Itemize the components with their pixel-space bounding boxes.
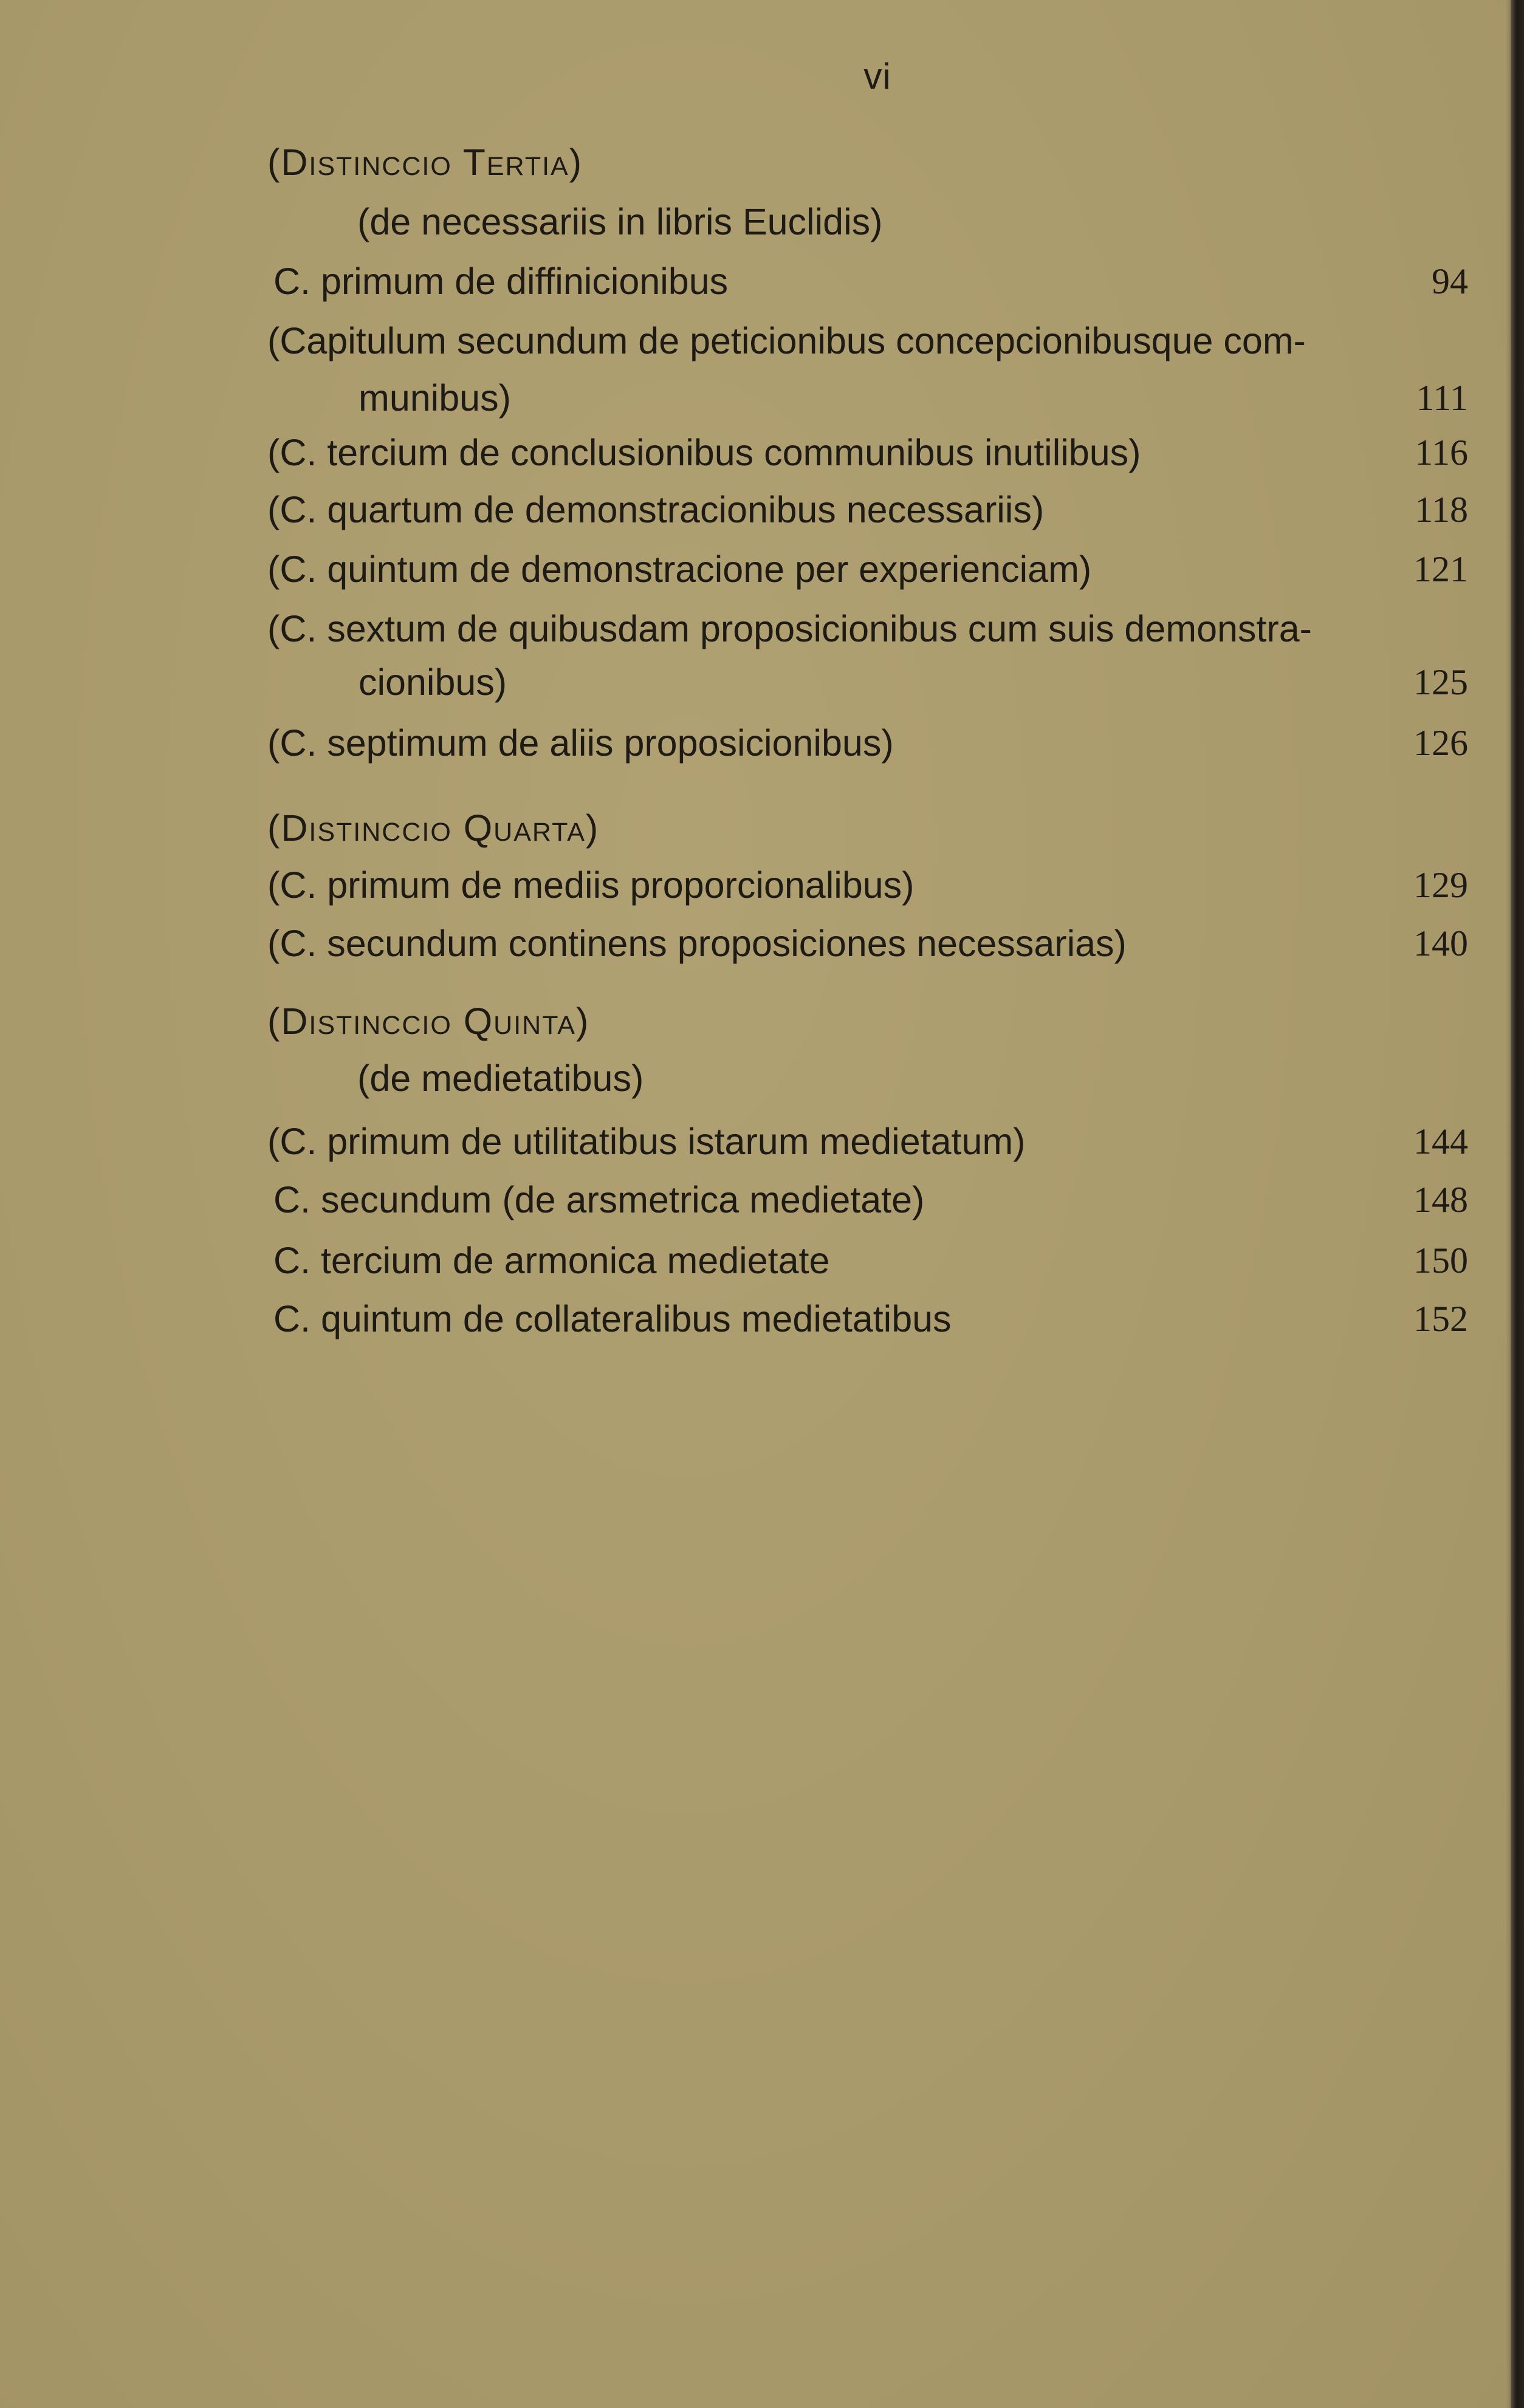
toc-section-heading — [0, 994, 1524, 1048]
toc-entry-page: 121 — [1413, 549, 1468, 589]
toc-entry — [0, 1291, 1524, 1346]
toc-entry-page: 116 — [1415, 433, 1468, 473]
toc-entry-text: (C. septimum de aliis proposicionibus) — [267, 722, 894, 764]
toc-entry-text: (Capitulum secundum de peticionibus concepcionibusque com- — [267, 320, 1306, 361]
toc-entry-text: (Distinccio Quinta) — [267, 1000, 590, 1042]
toc-entry-text: C. secundum (de arsmetrica medietate) — [273, 1179, 925, 1220]
toc-entry-text: (C. sextum de quibusdam proposicionibus cum suis demonstra- — [267, 608, 1312, 649]
toc-entry-page: 152 — [1413, 1299, 1468, 1339]
toc-entry-text: C. tercium de armonica medietate — [273, 1240, 830, 1281]
toc-entry-text: (de necessariis in libris Euclidis) — [357, 201, 883, 242]
page-number-folio: vi — [863, 56, 891, 97]
toc-entry — [0, 482, 1524, 537]
toc-entry-text: (de medietatibus) — [357, 1058, 644, 1099]
toc-entry-page: 94 — [1432, 261, 1468, 301]
toc-entry-text: C. primum de diffinicionibus — [273, 261, 729, 302]
toc-entry-text: (C. secundum continens proposiciones necessarias) — [267, 923, 1127, 964]
toc-section-heading — [0, 135, 1524, 190]
toc-entry-text: (Distinccio Quarta) — [267, 807, 600, 849]
toc-entry-text: cionibus) — [359, 662, 507, 703]
toc-entry-text: (C. quartum de demonstracionibus necessariis) — [267, 489, 1045, 530]
toc-entry-page: 129 — [1413, 865, 1468, 905]
toc-entry-page: 118 — [1415, 490, 1468, 530]
toc-entry — [0, 858, 1524, 912]
toc-entry — [0, 425, 1524, 480]
toc-entry-page: 125 — [1413, 662, 1468, 702]
toc-entry-page: 126 — [1413, 723, 1468, 763]
toc-entry-page: 111 — [1416, 378, 1468, 418]
toc-entry — [0, 1172, 1524, 1227]
toc-entry — [0, 313, 1524, 368]
toc-entry-page: 140 — [1413, 923, 1468, 963]
toc-entry-text: munibus) — [359, 377, 511, 419]
toc-entry-text: (C. primum de mediis proporcionalibus) — [267, 864, 915, 906]
toc-entry-continuation — [0, 371, 1524, 425]
toc-section-heading — [0, 801, 1524, 855]
toc-entry-text: (C. quintum de demonstracione per experienciam) — [267, 549, 1092, 590]
toc-entry — [0, 542, 1524, 597]
toc-entry-page: 150 — [1413, 1240, 1468, 1281]
toc-entry-text: (Distinccio Tertia) — [267, 142, 583, 183]
toc-entry-text: (C. primum de utilitatibus istarum medietatum) — [267, 1121, 1026, 1162]
toc-entry — [0, 1114, 1524, 1169]
toc-entry — [0, 254, 1524, 309]
toc-entry — [0, 716, 1524, 770]
toc-subheading — [0, 1051, 1524, 1106]
toc-entry-page: 144 — [1413, 1121, 1468, 1161]
toc-entry-text: (C. tercium de conclusionibus communibus inutilibus) — [267, 432, 1141, 473]
toc-entry-continuation — [0, 655, 1524, 710]
toc-subheading — [0, 194, 1524, 249]
toc-entry — [0, 601, 1524, 656]
toc-entry-page: 148 — [1413, 1180, 1468, 1220]
toc-entry — [0, 916, 1524, 971]
toc-entry-text: C. quintum de collateralibus medietatibus — [273, 1298, 952, 1339]
toc-entry — [0, 1233, 1524, 1288]
